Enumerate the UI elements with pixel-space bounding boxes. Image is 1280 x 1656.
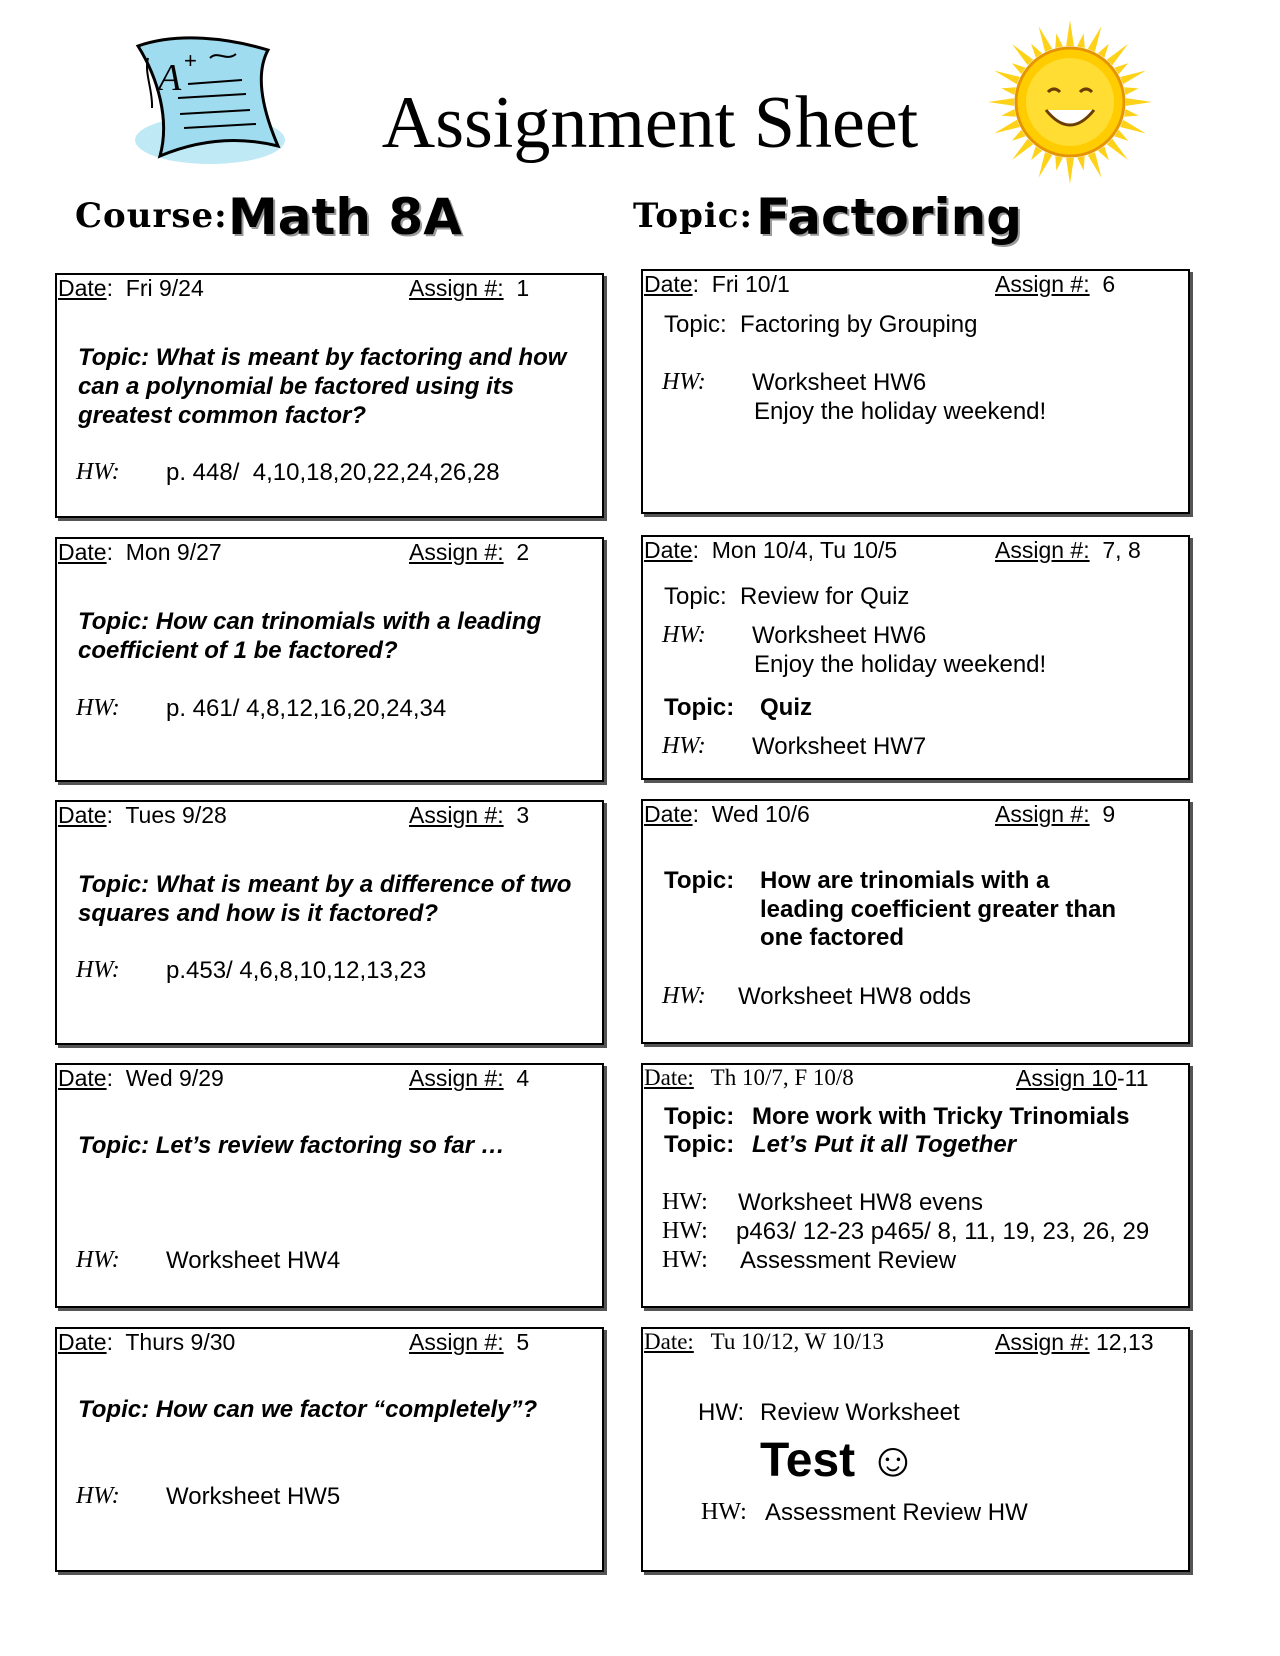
hw-value: Worksheet HW6: [752, 369, 927, 396]
assignment-box-3: [55, 800, 604, 1045]
hw-value: Worksheet HW5: [166, 1483, 341, 1510]
assignment-box-10-11: [641, 1063, 1190, 1308]
topic-question: Topic: How can we factor “completely”?: [78, 1396, 538, 1423]
hw-label: HW:: [662, 622, 706, 648]
hw-value-3: Assessment Review: [740, 1247, 957, 1274]
topic-line-3: one factored: [760, 924, 905, 951]
date-field: Date: Wed 10/6: [644, 801, 810, 827]
assign-number: Assign 10-11: [1016, 1065, 1149, 1091]
assign-number: Assign #: 12,13: [995, 1329, 1154, 1355]
date-field: Date: Tues 9/28: [58, 802, 227, 828]
test-label: Test ☺: [760, 1434, 918, 1487]
assignment-box-4: [55, 1063, 604, 1308]
hw-value: p. 461/ 4,8,12,16,20,24,34: [166, 695, 447, 722]
date-field: Date: Mon 10/4, Tu 10/5: [644, 537, 898, 563]
topic-question: Topic: What is meant by factoring and how can a polynomial be factored using its greatest common factor?: [78, 344, 567, 429]
assignment-box-6: [641, 269, 1190, 514]
svg-text:A: A: [158, 57, 182, 99]
sun-ray: [1012, 44, 1033, 65]
assignment-box-9: [641, 799, 1190, 1044]
assign-number: Assign #: 7, 8: [995, 537, 1141, 563]
topic-quiz-value: Quiz: [760, 694, 812, 721]
date-field: Date: Fri 10/1: [644, 271, 790, 297]
assign-number: Assign #: 5: [409, 1329, 530, 1355]
hw-value: p. 448/ 4,10,18,20,22,24,26,28: [166, 459, 500, 486]
sun-ray: [1055, 33, 1063, 48]
topic-line-1: More work with Tricky Trinomials: [752, 1103, 1130, 1130]
hw-value-2: p463/ 12-23 p465/ 8, 11, 19, 23, 26, 29: [736, 1218, 1150, 1245]
hw-label-2: HW:: [662, 733, 706, 759]
sun-ray: [1088, 26, 1102, 52]
topic-line: Topic: Factoring by Grouping: [664, 311, 978, 338]
assignment-box-5: [55, 1327, 604, 1572]
sun-ray: [1039, 26, 1053, 52]
date-field: Date: Fri 9/24: [58, 275, 204, 301]
topic-question: Topic: How can trinomials with a leading coefficient of 1 be factored?: [78, 608, 542, 664]
hw-label: HW:: [662, 369, 706, 395]
hw-value: Worksheet HW8 odds: [738, 983, 971, 1010]
hw-value: Worksheet HW4: [166, 1247, 341, 1274]
svg-text:+: +: [184, 48, 197, 73]
topic-question: Topic: What is meant by a difference of two squares and how is it factored?: [78, 871, 572, 927]
assign-number: Assign #: 1: [409, 275, 530, 301]
course-label: Course:: [75, 196, 228, 236]
topic-line-2: Let’s Put it all Together: [752, 1131, 1017, 1158]
hw-value: p.453/ 4,6,8,10,12,13,23: [166, 957, 427, 984]
hw-label-1: HW:: [698, 1399, 745, 1426]
hw-label: HW:: [76, 459, 120, 485]
assignment-box-1: [55, 273, 604, 518]
sun-ray: [1066, 20, 1074, 46]
sun-ray: [1077, 33, 1085, 48]
assign-number: Assign #: 9: [995, 801, 1116, 827]
topic-label: Topic:: [633, 196, 754, 236]
date-field: Date: Mon 9/27: [58, 539, 222, 565]
assign-number: Assign #: 6: [995, 271, 1116, 297]
hw-value-1: Review Worksheet: [760, 1399, 960, 1426]
date-field: Date: Th 10/7, F 10/8: [644, 1065, 854, 1090]
course-value: Math 8A: [228, 188, 462, 246]
topic-quiz-label: Topic:: [664, 694, 735, 721]
topic-question: Topic: Let’s review factoring so far …: [78, 1132, 505, 1159]
topic-line-2: leading coefficient greater than: [760, 896, 1117, 923]
sun-ray: [1107, 44, 1128, 65]
hw-value: Worksheet HW6: [752, 622, 927, 649]
assignment-box-2: [55, 537, 604, 782]
assignment-box-7-8: [641, 535, 1190, 780]
hw-value-1: Worksheet HW8 evens: [738, 1189, 983, 1216]
page-title: Assignment Sheet: [381, 82, 919, 164]
hw-label: HW:: [76, 957, 120, 983]
hw-label: HW:: [76, 1247, 120, 1273]
hw-value-2: Worksheet HW7: [752, 733, 927, 760]
date-field: Date: Wed 9/29: [58, 1065, 224, 1091]
topic-label-2: Topic:: [664, 1131, 735, 1158]
hw-label: HW:: [76, 695, 120, 721]
assign-number: Assign #: 2: [409, 539, 530, 565]
assign-number: Assign #: 3: [409, 802, 530, 828]
hw-label: HW:: [662, 983, 706, 1009]
topic-line-1: How are trinomials with a: [760, 867, 1050, 894]
topic-line: Topic: Review for Quiz: [664, 583, 910, 610]
date-field: Date: Thurs 9/30: [58, 1329, 236, 1355]
hw-value-2: Assessment Review HW: [765, 1499, 1028, 1526]
hw-label-2: HW:: [662, 1218, 708, 1244]
topic-label-1: Topic:: [664, 1103, 735, 1130]
hw-label: HW:: [76, 1483, 120, 1509]
hw-label-1: HW:: [662, 1189, 708, 1215]
date-field: Date: Tu 10/12, W 10/13: [644, 1329, 885, 1354]
topic-label: Topic:: [664, 867, 735, 894]
assign-number: Assign #: 4: [409, 1065, 530, 1091]
hw-note: Enjoy the holiday weekend!: [754, 651, 1047, 678]
assignment-box-12-13: [641, 1327, 1190, 1572]
hw-label-3: HW:: [662, 1247, 708, 1273]
hw-label-2: HW:: [701, 1499, 747, 1525]
hw-note: Enjoy the holiday weekend!: [754, 398, 1047, 425]
topic-value: Factoring: [756, 188, 1023, 246]
